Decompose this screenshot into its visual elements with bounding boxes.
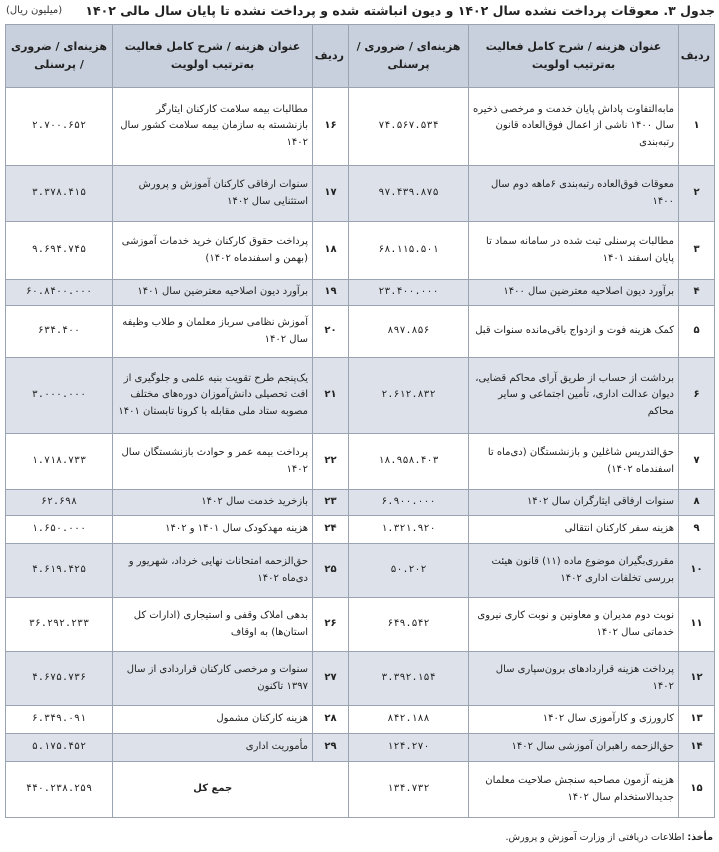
row-amount-left: ۵.۱۷۵.۴۵۲ — [6, 734, 113, 762]
table-row — [6, 516, 715, 544]
row-description-left: هزینه مهدکودک سال ۱۴۰۱ و ۱۴۰۲ — [113, 516, 313, 544]
source-note — [506, 832, 713, 843]
table-title: جدول ۳. معوقات پرداخت نشده سال ۱۴۰۲ و دیون انباشته شده و پرداخت نشده تا پایان سال مالی ۱۴۰۲ — [85, 3, 715, 18]
row-description-right: مابه‌التفاوت پاداش پایان خدمت و مرخصی ذخیره سال ۱۴۰۰ ناشی از اعمال فوق‌العاده قانون رتبه‌بندی — [469, 88, 679, 166]
row-number-right: ۲ — [679, 166, 715, 222]
row-number-left: ۲۴ — [313, 516, 349, 544]
row-number-right: ۳ — [679, 222, 715, 280]
row-amount-left: ۶۳۴.۴۰۰ — [6, 306, 113, 358]
row-number-left: ۲۶ — [313, 598, 349, 652]
data-table — [5, 24, 715, 818]
row-description-left: پرداخت بیمه عمر و حوادث بازنشستگان سال ۱۴۰۲ — [113, 434, 313, 490]
header-row-no-right: ردیف — [679, 25, 715, 88]
table-row — [6, 358, 715, 434]
row-number-left — [313, 762, 349, 818]
row-number-right: ۹ — [679, 516, 715, 544]
row-description-right: حق‌الزحمه راهبران آموزشی سال ۱۴۰۲ — [469, 734, 679, 762]
row-description-left: مطالبات بیمه سلامت کارکنان ایثارگر بازنشسته به سازمان بیمه سلامت کشور سال ۱۴۰۲ — [113, 88, 313, 166]
row-description-left: سنوات ارفاقی کارکنان آموزش و پرورش استثنایی سال ۱۴۰۲ — [113, 166, 313, 222]
row-amount-left: ۶۲.۶۹۸ — [6, 490, 113, 516]
row-amount-left: ۳۶.۲۹۲.۲۳۳ — [6, 598, 113, 652]
row-amount-left: ۱.۷۱۸.۷۳۳ — [6, 434, 113, 490]
row-amount-right: ۳.۳۹۲.۱۵۴ — [349, 652, 469, 706]
row-number-right: ۱۵ — [679, 762, 715, 818]
row-number-right: ۸ — [679, 490, 715, 516]
row-description-right: مقرری‌بگیران موضوع ماده (۱۱) قانون هیئت بررسی تخلفات اداری ۱۴۰۲ — [469, 544, 679, 598]
row-number-left: ۱۹ — [313, 280, 349, 306]
header-description-left: عنوان هزینه / شرح کامل فعالیت به‌ترتیب اولویت — [113, 25, 313, 88]
table-row — [6, 762, 715, 818]
row-amount-right: ۲.۶۱۲.۸۳۲ — [349, 358, 469, 434]
table-row — [6, 652, 715, 706]
row-description-left: سنوات و مرخصی کارکنان قراردادی از سال ۱۳۹۷ تاکنون — [113, 652, 313, 706]
grand-total-label: جمع کل — [113, 762, 313, 818]
row-description-left: پرداخت حقوق کارکنان خرید خدمات آموزشی (بهمن و اسفندماه ۱۴۰۲) — [113, 222, 313, 280]
header-amount-left: هزینه‌ای / ضروری / پرسنلی — [6, 25, 113, 88]
table-row — [6, 280, 715, 306]
row-amount-right: ۱۲۴.۲۷۰ — [349, 734, 469, 762]
row-number-right: ۱۳ — [679, 706, 715, 734]
row-amount-left: ۶.۳۴۹.۰۹۱ — [6, 706, 113, 734]
row-number-left: ۲۰ — [313, 306, 349, 358]
row-description-right: سنوات ارفاقی ایثارگران سال ۱۴۰۲ — [469, 490, 679, 516]
unit-label: (میلیون ریال) — [6, 5, 63, 16]
row-amount-right: ۶۸.۱۱۵.۵۰۱ — [349, 222, 469, 280]
row-amount-right: ۹۷.۴۳۹.۸۷۵ — [349, 166, 469, 222]
row-number-left: ۱۸ — [313, 222, 349, 280]
table-row — [6, 222, 715, 280]
table-row — [6, 306, 715, 358]
row-description-right: برآورد دیون اصلاحیه معترضین سال ۱۴۰۰ — [469, 280, 679, 306]
row-number-left: ۱۷ — [313, 166, 349, 222]
row-description-left: بدهی املاک وقفی و استیجاری (ادارات کل استان‌ها) به اوقاف — [113, 598, 313, 652]
row-number-right: ۷ — [679, 434, 715, 490]
row-description-left: هزینه کارکنان مشمول — [113, 706, 313, 734]
table-row — [6, 490, 715, 516]
row-description-right: معوقات فوق‌العاده رتبه‌بندی ۶ماهه دوم سال ۱۴۰۰ — [469, 166, 679, 222]
row-amount-right: ۱۸.۹۵۸.۴۰۳ — [349, 434, 469, 490]
row-number-left: ۲۵ — [313, 544, 349, 598]
row-number-right: ۱۰ — [679, 544, 715, 598]
row-number-left: ۱۶ — [313, 88, 349, 166]
row-amount-left: ۱.۶۵۰.۰۰۰ — [6, 516, 113, 544]
row-description-right: نوبت دوم مدیران و معاونین و نوبت کاری نیروی خدماتی سال ۱۴۰۲ — [469, 598, 679, 652]
row-amount-right: ۸۹۷.۸۵۶ — [349, 306, 469, 358]
row-amount-left: ۹.۶۹۴.۷۴۵ — [6, 222, 113, 280]
row-number-right: ۴ — [679, 280, 715, 306]
row-amount-left: ۳.۳۷۸.۴۱۵ — [6, 166, 113, 222]
row-amount-right: ۱.۳۲۱.۹۲۰ — [349, 516, 469, 544]
grand-total-value: ۴۴۰.۲۳۸.۲۵۹ — [6, 762, 113, 818]
row-amount-left: ۴.۶۷۵.۷۳۶ — [6, 652, 113, 706]
row-amount-right: ۵۰.۲۰۲ — [349, 544, 469, 598]
row-amount-left: ۳.۰۰۰.۰۰۰ — [6, 358, 113, 434]
row-description-right: پرداخت هزینه قراردادهای برون‌سپاری سال ۱۴۰۲ — [469, 652, 679, 706]
row-number-left: ۲۸ — [313, 706, 349, 734]
header-amount-right: هزینه‌ای / ضروری / پرسنلی — [349, 25, 469, 88]
header-row-no-left: ردیف — [313, 25, 349, 88]
row-number-right: ۱۱ — [679, 598, 715, 652]
row-amount-right: ۱۳۴.۷۳۲ — [349, 762, 469, 818]
row-description-left: برآورد دیون اصلاحیه معترضین سال ۱۴۰۱ — [113, 280, 313, 306]
table-row — [6, 706, 715, 734]
row-amount-left: ۶۰.۸۴۰۰.۰۰۰ — [6, 280, 113, 306]
row-amount-right: ۶.۹۰۰.۰۰۰ — [349, 490, 469, 516]
row-amount-left: ۲.۷۰۰.۶۵۲ — [6, 88, 113, 166]
row-description-left: بازخرید خدمت سال ۱۴۰۲ — [113, 490, 313, 516]
table-row — [6, 734, 715, 762]
row-description-left: آموزش نظامی سرباز معلمان و طلاب وظیفه سال ۱۴۰۲ — [113, 306, 313, 358]
table-row — [6, 434, 715, 490]
table-row — [6, 166, 715, 222]
table-row — [6, 598, 715, 652]
row-number-left: ۲۹ — [313, 734, 349, 762]
row-description-right: کارورزی و کارآموزی سال ۱۴۰۲ — [469, 706, 679, 734]
row-amount-right: ۸۴۲.۱۸۸ — [349, 706, 469, 734]
row-number-right: ۱۲ — [679, 652, 715, 706]
row-description-left: یک‌پنجم طرح تقویت بنیه علمی و جلوگیری از افت تحصیلی دانش‌آموزان دوره‌های مختلف مصوبه ستاد ملی مقابله با کرونا تابستان ۱۴۰۱ — [113, 358, 313, 434]
row-amount-right: ۷۴.۵۶۷.۵۳۴ — [349, 88, 469, 166]
row-amount-right: ۶۴۹.۵۴۲ — [349, 598, 469, 652]
row-description-right: حق‌التدریس شاغلین و بازنشستگان (دی‌ماه تا اسفندماه ۱۴۰۲) — [469, 434, 679, 490]
table-body — [6, 88, 715, 818]
source-label: مأخذ: — [687, 832, 713, 843]
row-number-left: ۲۳ — [313, 490, 349, 516]
row-number-right: ۱ — [679, 88, 715, 166]
row-description-right: برداشت از حساب از طریق آرای محاکم قضایی، دیوان عدالت اداری، تأمین اجتماعی و سایر محاکم — [469, 358, 679, 434]
header-description-right: عنوان هزینه / شرح کامل فعالیت به‌ترتیب اولویت — [469, 25, 679, 88]
row-amount-left: ۴.۶۱۹.۴۲۵ — [6, 544, 113, 598]
row-number-left: ۲۷ — [313, 652, 349, 706]
table-row — [6, 88, 715, 166]
row-description-right: مطالبات پرسنلی ثبت شده در سامانه سماد تا پایان اسفند ۱۴۰۱ — [469, 222, 679, 280]
row-description-left: حق‌الزحمه امتحانات نهایی خرداد، شهریور و دی‌ماه ۱۴۰۲ — [113, 544, 313, 598]
source-text: اطلاعات دریافتی از وزارت آموزش و پرورش. — [505, 832, 685, 843]
row-number-left: ۲۱ — [313, 358, 349, 434]
row-number-left: ۲۲ — [313, 434, 349, 490]
row-amount-right: ۲۳.۴۰۰.۰۰۰ — [349, 280, 469, 306]
title-bar — [0, 0, 719, 24]
table-row — [6, 544, 715, 598]
row-number-right: ۱۴ — [679, 734, 715, 762]
row-description-right: هزینه آزمون مصاحبه سنجش صلاحیت معلمان جدیدالاستخدام سال ۱۴۰۲ — [469, 762, 679, 818]
row-description-right: کمک هزینه فوت و ازدواج باقی‌مانده سنوات قبل — [469, 306, 679, 358]
row-number-right: ۶ — [679, 358, 715, 434]
row-description-left: مأموریت اداری — [113, 734, 313, 762]
row-number-right: ۵ — [679, 306, 715, 358]
row-description-right: هزینه سفر کارکنان انتقالی — [469, 516, 679, 544]
